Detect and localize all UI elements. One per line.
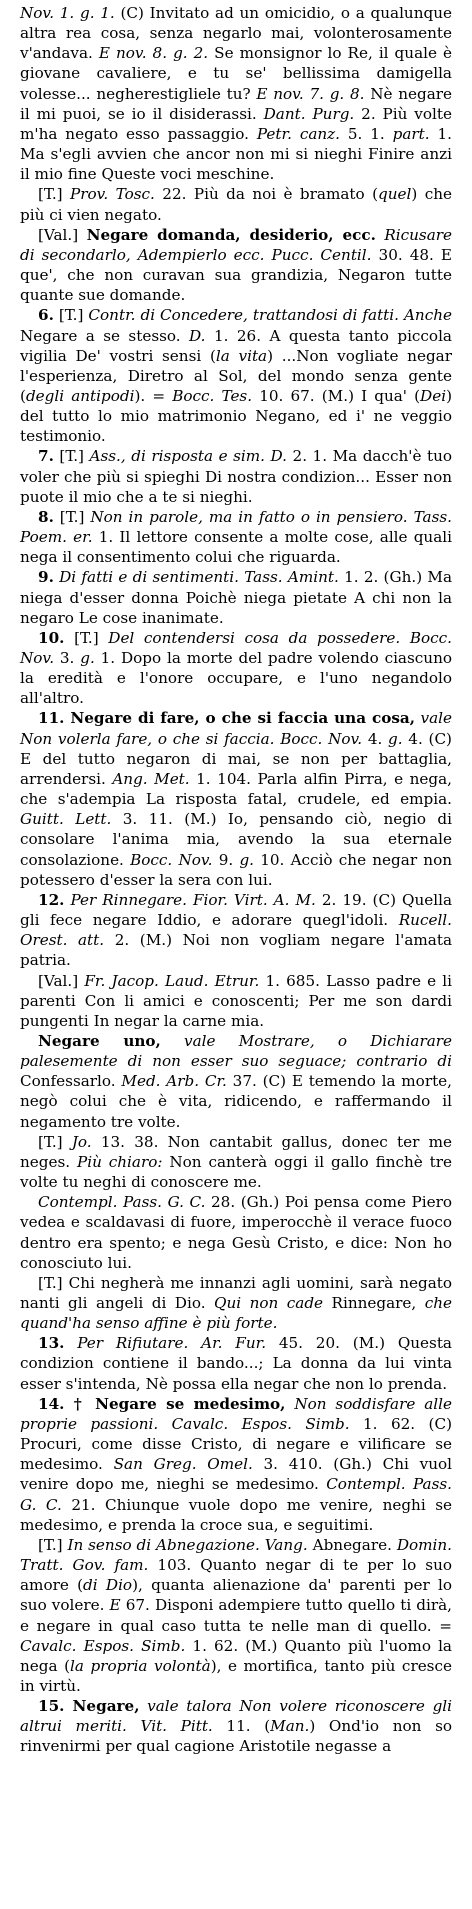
body-text <box>285 1395 294 1413</box>
body-text: 30. 48. E que', che non curavan sua grandizia, Negaron tutte quante sue domande. <box>20 245 452 305</box>
body-text: ) del tutto lo mio matrimonio Negano, ed i' ne veggio testimonio. <box>20 386 453 446</box>
body-text: 10. Acciò che negar non potessero d'esser la sera con lui. <box>20 850 452 889</box>
dictionary-paragraph <box>20 708 452 889</box>
citation-text: di Dio <box>83 1576 133 1595</box>
body-text: ) Ond'io non so rinvenirmi per qual cagione Aristotile negasse a <box>20 1717 453 1756</box>
citation-text: Dant. Purg. <box>263 104 355 123</box>
body-text: 2. 19. (C) Quella gli fece negare Iddio, e adorare quegl'idoli. <box>20 890 452 930</box>
citation-text: In senso di Abnegazione. Vang. <box>67 1535 308 1554</box>
body-text: [T.] Chi negherà me innanzi agli uomini, sarà negato nanti gli angeli di Dio. <box>20 1273 452 1312</box>
citation-text: g. <box>80 649 95 667</box>
body-text: 1. 104. Parla alfin Pirra, e nega, che s'adempia La risposta fatal, crudele, ed empia. <box>20 769 453 809</box>
citation-text: g. <box>239 850 254 869</box>
body-text: 1. 685. Lasso padre e li parenti Con li amici e conoscenti; Per me son dardi pungenti In negar la carne mia. <box>20 971 452 1030</box>
body-text: 1. Ma s'egli avvien che ancor non mi si nieghi Finire anzi il mio fine Queste voci meschine. <box>20 124 452 184</box>
body-text: [T.] <box>53 507 91 526</box>
entry-heading: 13. <box>38 1334 65 1353</box>
body-text: 3. <box>54 649 81 667</box>
body-text: 1. 62. (C) Procuri, come disse Cristo, di negare e vilificare se medesimo. <box>20 1414 452 1474</box>
citation-text: Del contendersi cosa da possedere. Bocc. Nov. <box>20 628 452 667</box>
citation-text: Man. <box>270 1717 310 1736</box>
citation-text: Per Rinnegare. Fior. Virt. A. M. <box>70 890 316 909</box>
body-text: [T.] <box>38 1535 68 1554</box>
citation-text: quel <box>378 185 412 204</box>
body-text: Negare a se stesso. <box>20 326 190 345</box>
citation-text: Contempl. Pass. G. C. <box>20 1475 452 1514</box>
body-text: 103. Quanto negar di te per lo suo amore ( <box>20 1556 453 1595</box>
body-text <box>161 1032 184 1050</box>
body-text: 11. ( <box>212 1717 271 1736</box>
dictionary-paragraph <box>20 1031 452 1132</box>
dictionary-paragraph <box>20 567 452 627</box>
citation-text: Non in parole, ma in fatto o in pensiero. Tass. Poem. er. <box>20 507 453 547</box>
body-text: 10. 67. (M.) I qua' ( <box>252 386 421 405</box>
citation-text: Med. Arb. Cr. <box>121 1072 227 1091</box>
body-text: ). = <box>134 386 173 405</box>
entry-heading: 7. <box>38 447 54 466</box>
body-text: 2. Più volte m'ha negato esso passaggio. <box>20 104 452 143</box>
dictionary-paragraph <box>20 1394 452 1535</box>
citation-text: Ass., di risposta e sim. D. <box>89 447 287 466</box>
dictionary-paragraph <box>20 1696 452 1756</box>
body-text: Rinnegare, <box>323 1294 425 1312</box>
entry-heading: 14. † Negare se medesimo, <box>38 1394 286 1413</box>
citation-text: Di fatti e di sentimenti. Tass. Amint. <box>59 568 339 587</box>
body-text: Confessarlo. <box>20 1072 122 1091</box>
citation-text: Non soddisfare alle proprie passioni. Cavalc. Espos. Simb. <box>20 1394 452 1433</box>
citation-text: Jo. <box>71 1132 92 1151</box>
citation-text: Domin. Tratt. Gov. fam. <box>20 1535 453 1575</box>
body-text: 5. 1. <box>340 124 393 143</box>
citation-text: Contempl. Pass. G. C. <box>38 1193 206 1212</box>
citation-text: San Greg. Omel. <box>113 1455 253 1474</box>
citation-text: Cavalc. Espos. Simb. <box>20 1636 186 1655</box>
body-text: Abnegare. <box>307 1535 397 1554</box>
dictionary-paragraph <box>20 1273 452 1333</box>
body-text: 1. 62. (M.) Quanto più l'uomo la nega ( <box>20 1636 452 1675</box>
citation-text: che quand'ha senso affine è più forte. <box>20 1294 452 1333</box>
dictionary-paragraph <box>20 507 452 567</box>
body-text: [T.] <box>64 628 109 647</box>
body-text: 45. 20. (M.) Questa condizion contiene il bando...; La donna da lui vinta esser s'intenda, Nè possa ella negar che non lo prenda. <box>20 1334 452 1393</box>
entry-heading: Negare domanda, desiderio, ecc. <box>86 225 376 244</box>
citation-text: g. <box>388 729 403 748</box>
dictionary-paragraph <box>20 1333 452 1393</box>
body-text: 9. <box>212 850 240 869</box>
citation-text: vale Non volerla fare, o che si faccia. Bocc. Nov. <box>20 709 453 748</box>
citation-text: Dei <box>420 386 447 405</box>
body-text: ) che più ci vien negato. <box>20 185 452 224</box>
body-text: 3. 11. (M.) Io, pensando ciò, negio di consolare l'anima mia, avendo la sua eternale consolazione. <box>20 810 452 869</box>
citation-text: Rucell. Orest. att. <box>20 911 452 950</box>
body-text: 37. (C) E temendo la morte, negò colui che è vita, ridicendo, e raffermando il negamento tre volte. <box>20 1072 453 1131</box>
dictionary-paragraph <box>20 1535 452 1696</box>
body-text: 28. (Gh.) Poi pensa come Piero vedea e scaldavasi di fuore, imperocchè il verace fuoco dentro era spento; e nega Gesù Cristo, e dice: Non ho conosciuto lui. <box>20 1193 452 1272</box>
citation-text: E <box>109 1596 121 1615</box>
dictionary-paragraph <box>20 1132 452 1192</box>
body-text: (C) Invitato ad un omicidio, o a qualunque altra rea cosa, senza negarlo mai, volonterosamente v'andava. <box>20 4 452 63</box>
body-text: 1. Dopo la morte del padre volendo ciascuno la eredità e l'onore occupare, e l'uno negandolo all'altro. <box>20 649 452 708</box>
entry-heading: 11. Negare di fare, o che si faccia una cosa, <box>38 709 416 728</box>
entry-heading: 12. <box>38 890 65 909</box>
citation-text: vale Mostrare, o Dichiarare palesemente di non esser suo seguace; contrario di <box>20 1031 453 1071</box>
dictionary-paragraph <box>20 184 452 224</box>
citation-text: Per Rifiutare. Ar. Fur. <box>77 1334 267 1353</box>
citation-text: Prov. Tosc. <box>70 185 155 204</box>
body-text: [T.] <box>53 306 89 325</box>
citation-text: Petr. canz. <box>256 124 340 143</box>
citation-text: Bocc. Nov. <box>130 850 213 869</box>
citation-text: la propria volontà <box>70 1656 211 1675</box>
dictionary-paragraph <box>20 446 452 506</box>
body-text: 1. 2. (Gh.) Ma niega d'esser donna Poichè niega pietate A chi non la negaro Le cose inanimate. <box>20 568 453 627</box>
body-text: 2. (M.) Noi non vogliam negare l'amata patria. <box>20 931 453 970</box>
body-text: [T.] <box>38 185 70 204</box>
entry-heading: 8. <box>38 507 54 526</box>
citation-text: Ricusare di secondarlo, Adempierlo ecc. Pucc. Centil. <box>20 225 453 264</box>
body-text: 21. Chiunque vuole dopo me venire, neghi se medesimo, e prenda la croce sua, e seguitimi. <box>20 1495 452 1534</box>
dictionary-paragraph <box>20 225 452 306</box>
dictionary-paragraph <box>20 1192 452 1273</box>
body-text: 13. 38. Non cantabit gallus, donec ter me neges. <box>20 1132 452 1171</box>
body-text: [T.] <box>53 447 90 466</box>
citation-text: Ang. Met. <box>112 769 190 788</box>
entry-heading: Negare uno, <box>38 1031 161 1050</box>
citation-text: Qui non cade <box>214 1294 324 1312</box>
citation-text: vale talora Non volere riconoscere gli altrui meriti. Vit. Pitt. <box>20 1697 453 1736</box>
body-text: 3. 410. (Gh.) Chi vuol venire dopo me, nieghi se medesimo. <box>20 1455 452 1494</box>
dictionary-paragraph <box>20 890 452 971</box>
dictionary-paragraph <box>20 305 452 446</box>
citation-text: part. <box>392 124 430 143</box>
body-text: 67. Disponi adempiere tutto quello ti dirà, e negare in qual caso tutta te nelle man di quello. = <box>20 1596 452 1635</box>
body-text: Non canterà oggi il gallo finchè tre volte tu neghi di conoscere me. <box>20 1152 452 1192</box>
citation-text: E nov. 8. g. 2. <box>98 44 209 63</box>
body-text: ) ...Non vogliate negar l'esperienza, Diretro al Sol, del mondo senza gente ( <box>20 346 452 405</box>
body-text: Se monsignor lo Re, il quale è giovane cavaliere, e tu se' bellissima damigella volesse... negherestigliele tu? <box>20 44 452 103</box>
body-text: ), quanta alienazione da' parenti per lo suo volere. <box>20 1576 452 1615</box>
body-text: Nè negare il mi puoi, se io il disiderassi. <box>20 84 453 123</box>
body-text: 2. 1. Ma dacch'è tuo voler che più si spieghi Di nostra condizion... Esser non puote il mio che a te si nieghi. <box>20 447 452 506</box>
citation-text: la vita <box>215 346 268 365</box>
citation-text: Contr. di Concedere, trattandosi di fatti. Anche <box>88 306 452 325</box>
dictionary-paragraph <box>20 3 452 184</box>
body-text: [T.] <box>38 1132 72 1151</box>
entry-heading: 6. <box>38 306 54 325</box>
citation-text: Guitt. Lett. <box>20 810 112 829</box>
body-text: 1. Il lettore consente a molte cose, alle quali nega il consentimento colui che riguarda. <box>20 528 452 567</box>
entry-heading: 15. Negare, <box>38 1697 140 1716</box>
citation-text: Nov. 1. g. 1. <box>20 4 115 22</box>
body-text: [Val.] <box>38 225 87 244</box>
citation-text: Più chiaro: <box>77 1152 163 1171</box>
body-text: [Val.] <box>38 971 85 990</box>
dictionary-paragraph <box>20 971 452 1031</box>
body-text: 22. Più da noi è bramato ( <box>154 185 379 204</box>
dictionary-paragraph <box>20 628 452 709</box>
body-text: 1. 26. A questa tanto piccola vigilia De' vostri sensi ( <box>20 326 452 365</box>
body-text: ), e mortifica, tanto più cresce in virtù. <box>20 1656 452 1695</box>
entry-heading: 10. <box>38 628 65 647</box>
body-text: 4. (C) E del tutto negaron di mai, se non per battaglia, arrendersi. <box>20 729 452 788</box>
citation-text: degli antipodi <box>25 386 135 405</box>
body-text: 4. <box>362 729 389 748</box>
body-text <box>64 1334 77 1352</box>
citation-text: Fr. Jacop. Laud. Etrur. <box>84 971 260 990</box>
body-text <box>139 1697 147 1715</box>
citation-text: D. <box>189 326 206 345</box>
citation-text: Bocc. Tes. <box>172 386 253 405</box>
entry-heading: 9. <box>38 568 54 587</box>
citation-text: E nov. 7. g. 8. <box>256 84 365 103</box>
